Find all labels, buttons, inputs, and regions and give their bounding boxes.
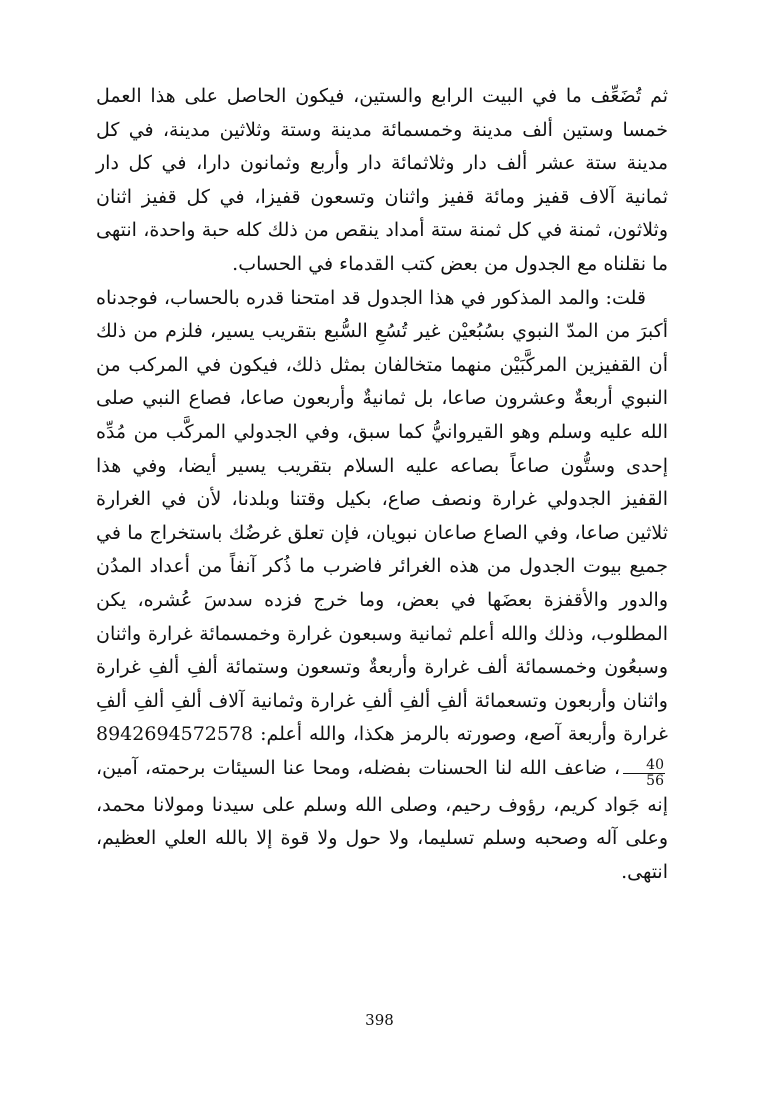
paragraph-2-closing: ، ضاعف الله لنا الحسنات بفضله، ومحا عنا السيئات برحمته، آمين، إنه جَواد كريم، رؤوف رحيم، وصلى الله وسلم على سيدنا ومولانا محمد، وعلى آله وصحبه وسلم تسليما، ولا حول ولا قوة إلا بالله العلي العظيم، انتهى. — [96, 756, 668, 884]
fraction-denominator: 56 — [646, 772, 664, 789]
page-number: 398 — [365, 1011, 394, 1029]
body-text — [96, 80, 668, 890]
paragraph-1: ثم تُضَعِّف ما في البيت الرابع والستين، فيكون الحاصل على هذا العمل خمسا وستين ألف مدينة وخمسمائة مدينة وستة وثلاثين مدينة، في كل مدينة ستة عشر ألف دار وثلاثمائة دار وأربع وثمانون دارا، في كل دار ثمانية آلاف قفيز ومائة قفيز واثنان وتسعون قفيزا، في كل قفيز اثنان وثلاثون، ثمنة في كل ثمنة ستة أمداد ينقص من ذلك كله حبة واحدة، انتهى ما نقلناه مع الجدول من بعض كتب القدماء في الحساب. — [96, 85, 668, 275]
notation-fraction — [623, 758, 665, 789]
paragraph-2 — [96, 282, 668, 890]
fraction-numerator: 40 — [623, 758, 665, 774]
notation-number: 8942694572578 — [96, 723, 254, 746]
paragraph-2-text: قلت: والمد المذكور في هذا الجدول قد امتحنا قدره بالحساب، فوجدناه أكبرَ من المدّ النبوي بسُبُعيْن غير تُسُعِ السُّبع بتقريب يسير، فلزم من ذلك أن القفيزين المركَّبَيْن منهما متخالفان بمثل ذلك، فيكون في المركب من النبوي أربعةٌ وعشرون صاعا، بل ثمانيةٌ وأربعون صاعا، فصاع النبي صلى الله عليه وسلم وهو القيروانيُّ كما سبق، وفي الجدولي المركَّب من مُدِّه إحدى وستُّون صاعاً بصاعه عليه السلام بتقريب يسير أيضا، وفي هذا القفيز الجدولي غرارة ونصف صاع، بكيل وقتنا وبلدنا، لأن في الغرارة ثلاثين صاعا، وفي الصاع صاعان نبويان، فإن تعلق غرضُك باستخراج ما في جميع بيوت الجدول من هذه الغرائر فاضرب ما ذُكر آنفاً من أعداد المدُن والدور والأقفزة بعضَها في بعض، وما خرج فزده سدسَ عُشره، يكن المطلوب، وذلك والله أعلم ثمانية وسبعون غرارة وخمسمائة غرارة واثنان وسبعُون وخمسمائة ألف غرارة وأربعةٌ وتسعون وستمائة ألفِ ألفِ غرارة واثنان وأربعون وتسعمائة ألفِ ألفِ ألفِ غرارة وثمانية آلاف ألفِ ألفِ ألفِ غرارة وأربعة آصع، وصورته بالرمز هكذا، والله أعلم: — [96, 286, 668, 746]
